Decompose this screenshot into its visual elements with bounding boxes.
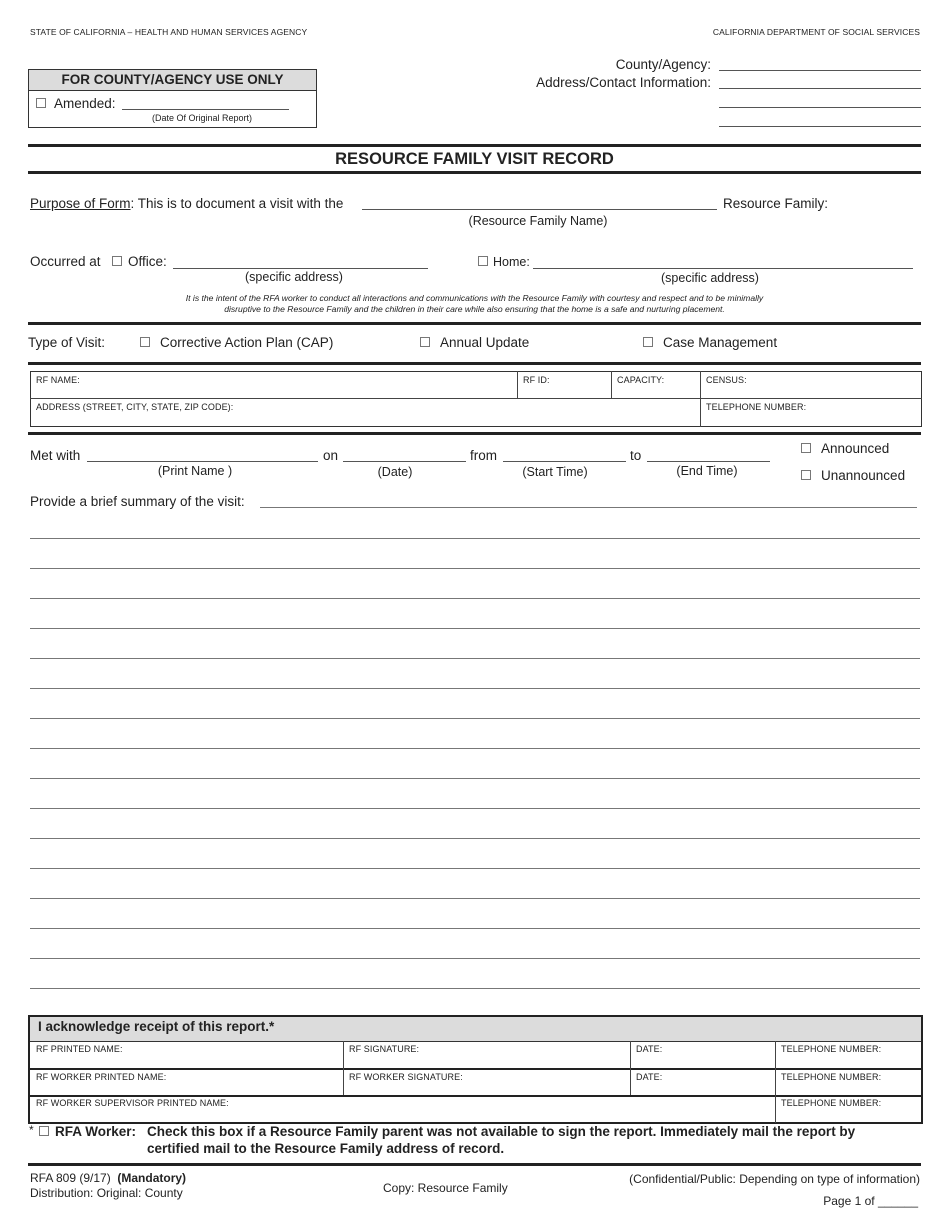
rf-telephone-number-cell[interactable]: TELEPHONE NUMBER: xyxy=(781,1044,882,1054)
met-rule-top xyxy=(28,432,921,435)
rf-table-col-divider-1 xyxy=(517,371,518,398)
county-agency-line[interactable] xyxy=(719,70,921,71)
address-line-2[interactable] xyxy=(719,107,921,108)
footnote-line-2: certified mail to the Resource Family address of record. xyxy=(147,1141,505,1156)
census-cell[interactable]: CENSUS: xyxy=(706,375,747,385)
footnote-label: RFA Worker: xyxy=(55,1124,137,1139)
annual-update-checkbox[interactable] xyxy=(420,337,430,347)
header-agency: STATE OF CALIFORNIA – HEALTH AND HUMAN SERVICES AGENCY xyxy=(30,27,308,37)
header-department: CALIFORNIA DEPARTMENT OF SOCIAL SERVICES xyxy=(712,27,920,37)
supervisor-printed-name-cell[interactable]: RF WORKER SUPERVISOR PRINTED NAME: xyxy=(36,1098,229,1108)
mandatory-label: (Mandatory) xyxy=(117,1171,187,1185)
rf-date-cell[interactable]: DATE: xyxy=(636,1044,663,1054)
purpose-suffix: Resource Family: xyxy=(723,196,829,211)
confidential-note: (Confidential/Public: Depending on type of information) xyxy=(629,1172,920,1186)
address-line-3[interactable] xyxy=(719,126,921,127)
intent-note-line-2: disruptive to the Resource Family and the children in their care while also ensuring that the home is a safe and nurturing placement. xyxy=(224,304,725,314)
summary-line[interactable] xyxy=(30,658,920,659)
county-use-title: FOR COUNTY/AGENCY USE ONLY xyxy=(29,70,316,91)
unannounced-checkbox[interactable] xyxy=(801,470,811,480)
capacity-cell[interactable]: CAPACITY: xyxy=(617,375,665,385)
summary-line[interactable] xyxy=(30,718,920,719)
rf-table-col-divider-2 xyxy=(611,371,612,398)
form-id-row xyxy=(30,1171,186,1185)
home-checkbox[interactable] xyxy=(478,256,488,266)
purpose-text: : This is to document a visit with the xyxy=(130,196,344,211)
home-address-line[interactable] xyxy=(533,268,913,269)
summary-line[interactable] xyxy=(30,538,920,539)
worker-printed-name-cell[interactable]: RF WORKER PRINTED NAME: xyxy=(36,1072,167,1082)
rfa-worker-checkbox[interactable] xyxy=(39,1126,49,1136)
footer-rule xyxy=(28,1163,921,1166)
print-name-line[interactable] xyxy=(87,461,318,462)
summary-line[interactable] xyxy=(30,868,920,869)
copy-to: Copy: Resource Family xyxy=(383,1181,508,1195)
summary-line[interactable] xyxy=(30,808,920,809)
from-label: from xyxy=(470,448,497,463)
supervisor-telephone-cell[interactable]: TELEPHONE NUMBER: xyxy=(781,1098,882,1108)
end-time-line[interactable] xyxy=(647,461,770,462)
office-address-line[interactable] xyxy=(173,268,428,269)
summary-line[interactable] xyxy=(30,628,920,629)
summary-line[interactable] xyxy=(30,988,920,989)
worker-date-cell[interactable]: DATE: xyxy=(636,1072,663,1082)
address-contact-label: Address/Contact Information: xyxy=(536,75,711,90)
summary-line[interactable] xyxy=(30,688,920,689)
resource-family-name-sub: (Resource Family Name) xyxy=(468,214,608,228)
footnote-line-1: Check this box if a Resource Family parent was not available to sign the report. Immediately mail the report by xyxy=(147,1124,856,1139)
purpose-row xyxy=(30,196,343,211)
home-address-sub: (specific address) xyxy=(661,271,759,285)
amended-label: Amended: xyxy=(54,96,116,111)
rf-table-row-divider xyxy=(30,398,922,399)
distribution: Distribution: Original: County xyxy=(30,1186,183,1200)
office-label: Office: xyxy=(128,254,167,269)
annual-update-option: Annual Update xyxy=(440,335,530,350)
rf-info-table xyxy=(30,371,922,427)
date-line[interactable] xyxy=(343,461,466,462)
case-management-checkbox[interactable] xyxy=(643,337,653,347)
worker-signature-cell[interactable]: RF WORKER SIGNATURE: xyxy=(349,1072,463,1082)
summary-line[interactable] xyxy=(30,958,920,959)
address-line-1[interactable] xyxy=(719,88,921,89)
rf-name-cell[interactable]: RF NAME: xyxy=(36,375,80,385)
visit-type-rule-top xyxy=(28,322,921,325)
office-address-sub: (specific address) xyxy=(245,270,343,284)
intent-note xyxy=(28,293,921,315)
form-title: RESOURCE FAMILY VISIT RECORD xyxy=(335,150,614,168)
summary-line[interactable] xyxy=(30,568,920,569)
unannounced-label: Unannounced xyxy=(821,468,906,483)
ack-col-divider-1 xyxy=(343,1041,344,1095)
county-agency-label: County/Agency: xyxy=(615,57,711,72)
ack-col-divider-2 xyxy=(630,1041,631,1095)
rf-address-cell[interactable]: ADDRESS (STREET, CITY, STATE, ZIP CODE): xyxy=(36,402,234,412)
page-number: Page 1 of ______ xyxy=(823,1194,918,1208)
amended-date-line[interactable] xyxy=(122,109,289,110)
on-label: on xyxy=(323,448,339,463)
rf-id-cell[interactable]: RF ID: xyxy=(523,375,550,385)
summary-line[interactable] xyxy=(30,778,920,779)
summary-line[interactable] xyxy=(30,928,920,929)
start-time-line[interactable] xyxy=(503,461,626,462)
summary-line[interactable] xyxy=(30,748,920,749)
met-with-label: Met with xyxy=(30,448,81,463)
summary-line[interactable] xyxy=(30,838,920,839)
rf-telephone-cell[interactable]: TELEPHONE NUMBER: xyxy=(706,402,807,412)
summary-label: Provide a brief summary of the visit: xyxy=(30,494,245,509)
footnote-asterisk: * xyxy=(29,1123,34,1137)
title-rule-bottom xyxy=(28,171,921,174)
occurred-label: Occurred at xyxy=(30,254,101,269)
amended-checkbox[interactable] xyxy=(36,98,46,108)
announced-checkbox[interactable] xyxy=(801,443,811,453)
form-id: RFA 809 (9/17) xyxy=(30,1171,111,1185)
cap-option: Corrective Action Plan (CAP) xyxy=(160,335,334,350)
amended-sub: (Date Of Original Report) xyxy=(152,113,253,123)
ack-col-divider-3 xyxy=(775,1041,776,1123)
summary-line-first[interactable] xyxy=(260,507,917,508)
ack-row-divider-2 xyxy=(30,1095,921,1097)
date-sub: (Date) xyxy=(377,465,413,479)
visit-type-label: Type of Visit: xyxy=(28,335,106,350)
rf-table-col-divider-3 xyxy=(700,371,701,427)
rf-printed-name-cell[interactable]: RF PRINTED NAME: xyxy=(36,1044,123,1054)
ack-row-divider-1 xyxy=(30,1068,921,1070)
case-management-option: Case Management xyxy=(663,335,778,350)
office-checkbox[interactable] xyxy=(112,256,122,266)
home-label: Home: xyxy=(493,255,530,269)
rf-signature-cell[interactable]: RF SIGNATURE: xyxy=(349,1044,420,1054)
summary-line[interactable] xyxy=(30,898,920,899)
summary-line[interactable] xyxy=(30,598,920,599)
cap-checkbox[interactable] xyxy=(140,337,150,347)
rf-table-rule-top xyxy=(28,362,921,365)
acknowledgement-title: I acknowledge receipt of this report.* xyxy=(38,1019,275,1034)
to-label: to xyxy=(630,448,642,463)
announced-label: Announced xyxy=(821,441,890,456)
resource-family-name-line[interactable] xyxy=(362,209,717,210)
title-rule-top xyxy=(28,144,921,147)
end-time-sub: (End Time) xyxy=(676,464,738,478)
intent-note-line-1: It is the intent of the RFA worker to conduct all interactions and communications with the Resource Family with courtesy and respect and to be minimally xyxy=(185,293,764,303)
print-name-sub: (Print Name ) xyxy=(157,464,233,478)
worker-telephone-cell[interactable]: TELEPHONE NUMBER: xyxy=(781,1072,882,1082)
purpose-label: Purpose of Form xyxy=(30,196,131,211)
start-time-sub: (Start Time) xyxy=(522,465,588,479)
